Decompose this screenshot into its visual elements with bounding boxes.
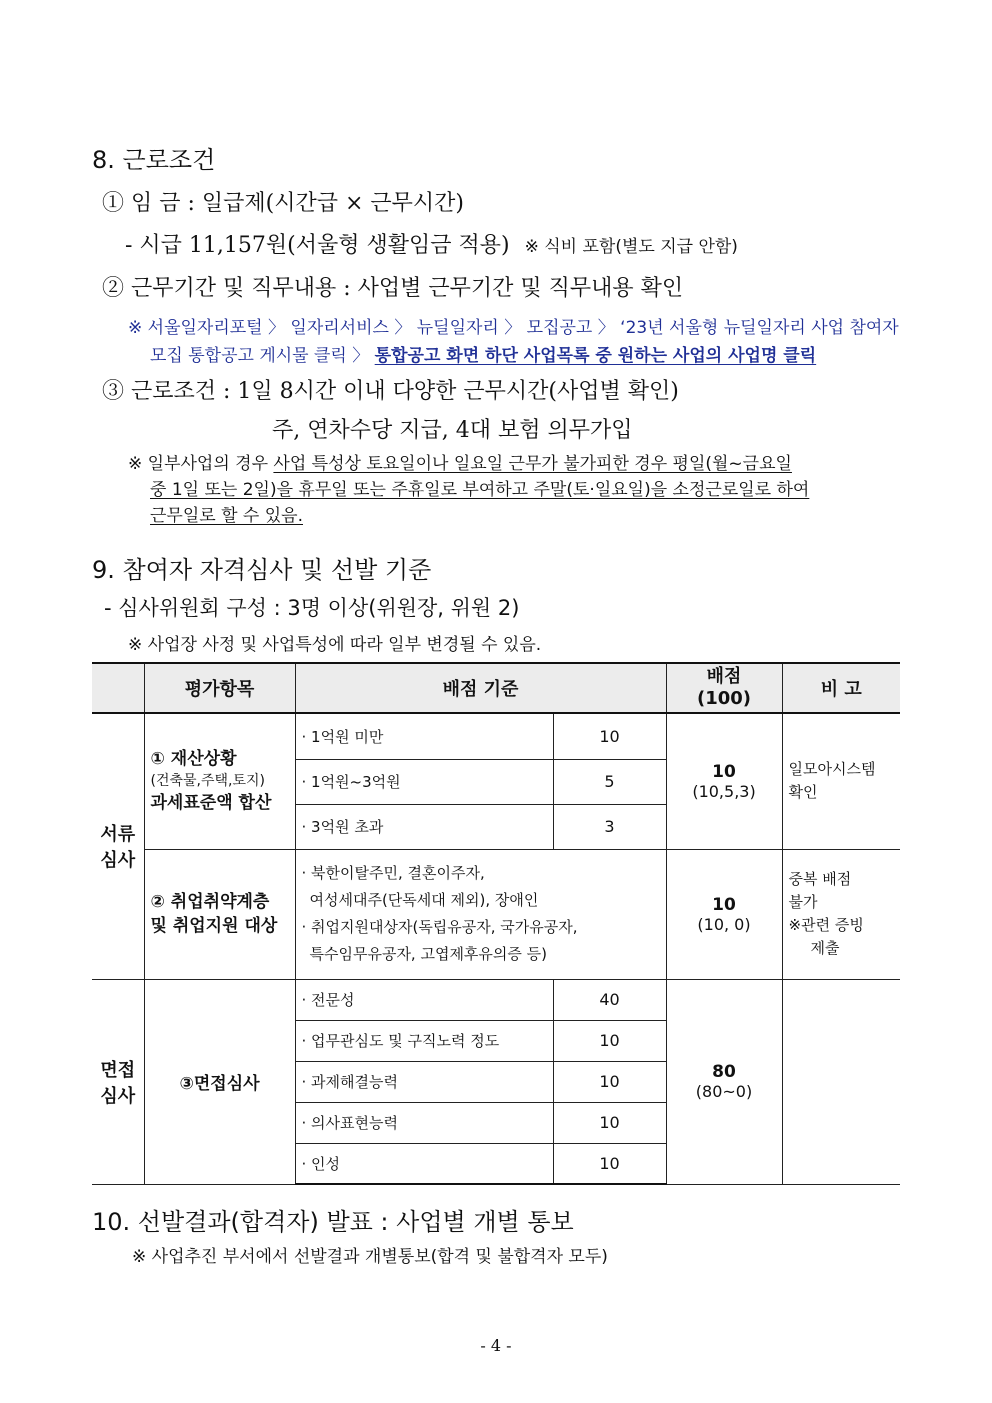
vulnerable-line2: 여성세대주(단독세대 제외), 장애인 — [309, 891, 539, 909]
header-points-total: (100) — [697, 688, 752, 709]
property-remark — [782, 713, 900, 849]
committee-note: ※ 사업장 사정 및 사업특성에 따라 일부 변경될 수 있음. — [128, 635, 542, 655]
category-interview-line1: 면접 — [100, 1059, 136, 1081]
period-line: ② 근무기간 및 직무내용 : 사업별 근무기간 및 직무내용 확인 — [102, 276, 684, 301]
category-interview-line2: 심사 — [100, 1085, 136, 1107]
vulnerable-points — [666, 849, 782, 979]
table-header-row — [92, 663, 900, 713]
item-vulnerable — [144, 849, 295, 979]
period-note-line2b: 통합공고 화면 하단 사업목록 중 원하는 사업의 사업명 클릭 — [374, 346, 817, 366]
period-note-line1: ※ 서울일자리포털 〉 일자리서비스 〉 뉴딜일자리 〉 모집공고 〉 ‘23년 서울형 뉴딜일자리 사업 참여자 — [128, 318, 899, 338]
header-item: 평가항목 — [144, 663, 295, 713]
property-points-sub: (10,5,3) — [692, 781, 756, 801]
criteria-label: · 의사표현능력 — [295, 1102, 553, 1143]
condition-note-underlined: 사업 특성상 토요일이나 일요일 근무가 불가피한 경우 평일(월~금요일 — [273, 454, 792, 474]
criteria-label: · 3억원 초과 — [295, 804, 553, 849]
header-points-label: 배점 — [706, 666, 742, 687]
property-remark-line1: 일모아시스템 — [788, 760, 876, 779]
header-remark: 비 고 — [782, 663, 900, 713]
table-row — [92, 713, 900, 759]
interview-points-sub: (80~0) — [695, 1082, 753, 1101]
category-document — [92, 713, 144, 979]
item-vulnerable-line1: ② 취업취약계층 — [150, 892, 270, 912]
item-vulnerable-line2: 및 취업지원 대상 — [150, 916, 278, 936]
vulnerable-points-sub: (10, 0) — [697, 914, 751, 934]
item-property-line2: (건축물,주택,토지) — [150, 773, 265, 790]
criteria-score: 10 — [553, 1061, 666, 1102]
criteria-label: · 과제해결능력 — [295, 1061, 553, 1102]
period-note-line2a: 모집 통합공고 게시물 클릭 〉 — [150, 346, 370, 366]
interview-points — [666, 979, 782, 1184]
section-10-note: ※ 사업추진 부서에서 선발결과 개별통보(합격 및 불합격자 모두) — [132, 1247, 608, 1267]
vulnerable-line4: 특수임무유공자, 고엽제후유의증 등) — [309, 945, 548, 963]
wage-detail-text: - 시급 11,157원(서울형 생활임금 적용) — [125, 233, 510, 258]
property-points-value: 10 — [712, 761, 736, 782]
vulnerable-points-value: 10 — [712, 894, 736, 915]
table-row — [92, 849, 900, 979]
condition-line: ③ 근로조건 : 1일 8시간 이내 다양한 근무시간(사업별 확인) — [102, 379, 679, 404]
header-criteria: 배점 기준 — [295, 663, 666, 713]
category-document-line2: 심사 — [100, 850, 136, 872]
evaluation-table — [92, 662, 900, 1185]
criteria-score: 40 — [553, 979, 666, 1020]
vulnerable-remark-line2: 불가 — [788, 893, 818, 911]
section-8-title: 8. 근로조건 — [92, 146, 216, 174]
item-property-line1: ① 재산상황 — [150, 749, 237, 770]
criteria-score: 10 — [553, 1020, 666, 1061]
vulnerable-line3: · 취업지원대상자(독립유공자, 국가유공자, — [301, 918, 578, 936]
category-interview — [92, 979, 144, 1184]
criteria-score: 10 — [553, 713, 666, 759]
condition-note-line2: 중 1일 또는 2일)을 휴무일 또는 주휴일로 부여하고 주말(토·일요일)을 소정근로일로 하여 — [150, 480, 810, 500]
header-blank — [92, 663, 144, 713]
criteria-label: · 1억원 미만 — [295, 713, 553, 759]
criteria-label: · 전문성 — [295, 979, 553, 1020]
condition-note-prefix: ※ 일부사업의 경우 — [128, 454, 269, 474]
criteria-label: · 업무관심도 및 구직노력 정도 — [295, 1020, 553, 1061]
category-document-line1: 서류 — [100, 824, 136, 846]
condition-line2: 주, 연차수당 지급, 4대 보험 의무가입 — [272, 418, 633, 443]
item-interview: ③면접심사 — [144, 979, 295, 1184]
wage-line: ① 임 금 : 일급제(시간급 × 근무시간) — [102, 191, 464, 216]
criteria-label: · 인성 — [295, 1143, 553, 1184]
interview-remark — [782, 979, 900, 1184]
section-10-title: 10. 선발결과(합격자) 발표 : 사업별 개별 통보 — [92, 1208, 574, 1236]
vulnerable-remark-line3: ※관련 증빙 — [788, 916, 864, 934]
criteria-label: · 1억원~3억원 — [295, 759, 553, 804]
wage-detail — [125, 228, 738, 259]
wage-note: ※ 식비 포함(별도 지급 안함) — [524, 237, 738, 257]
item-property — [144, 713, 295, 849]
item-property-line3: 과세표준액 합산 — [150, 793, 272, 814]
header-points — [666, 663, 782, 713]
committee-line: - 심사위원회 구성 : 3명 이상(위원장, 위원 2) — [104, 596, 520, 620]
vulnerable-criteria — [295, 849, 666, 979]
vulnerable-remark-line1: 중복 배점 — [788, 870, 852, 888]
vulnerable-line1: · 북한이탈주민, 결혼이주자, — [301, 864, 485, 882]
vulnerable-remark — [782, 849, 900, 979]
condition-note-line1 — [128, 449, 792, 474]
criteria-score: 10 — [553, 1143, 666, 1184]
table-row — [92, 979, 900, 1020]
criteria-score: 5 — [553, 759, 666, 804]
vulnerable-remark-line4: 제출 — [810, 939, 840, 957]
period-note-line2 — [150, 341, 816, 366]
section-9-title: 9. 참여자 자격심사 및 선발 기준 — [92, 556, 432, 584]
criteria-score: 10 — [553, 1102, 666, 1143]
property-points — [666, 713, 782, 849]
page-number: - 4 - — [480, 1336, 512, 1355]
condition-note-line3: 근무일로 할 수 있음. — [150, 506, 303, 526]
criteria-score: 3 — [553, 804, 666, 849]
interview-points-value: 80 — [712, 1062, 736, 1082]
property-remark-line2: 확인 — [788, 783, 818, 802]
